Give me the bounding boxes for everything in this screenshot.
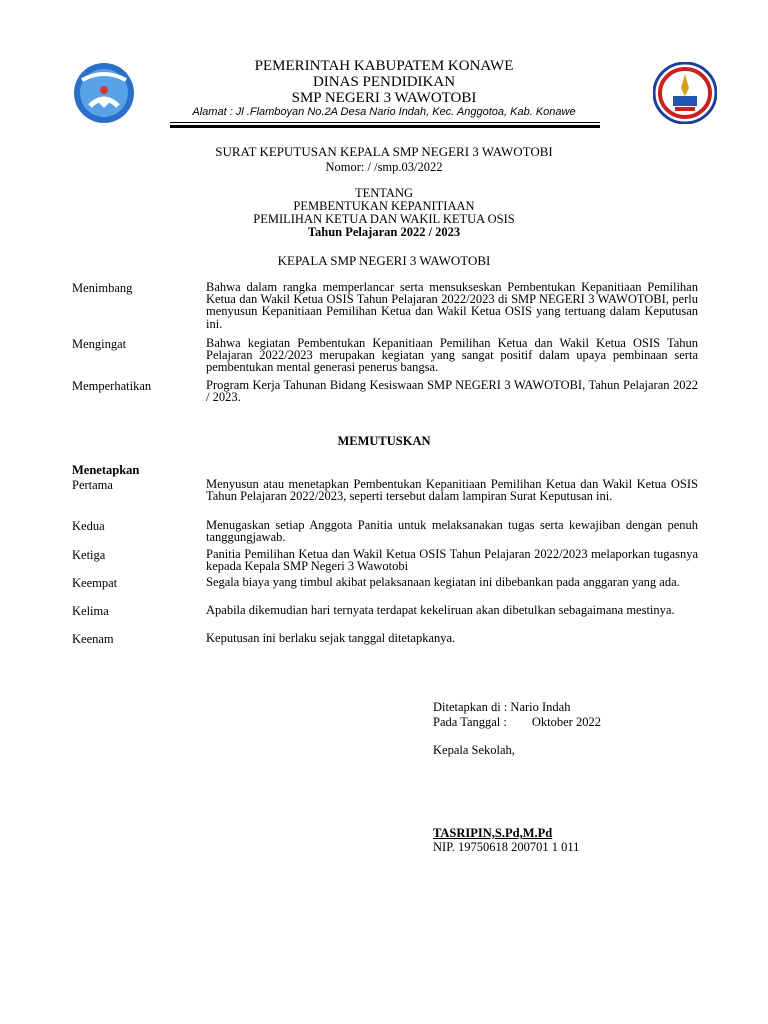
label-kelima: Kelima [72,604,109,618]
subject-line-1: PEMBENTUKAN KEPANITIAAN [293,199,475,213]
tentang-label: TENTANG [354,186,413,200]
signatory-name: TASRIPIN,S.Pd,M.Pd [433,826,553,840]
label-keenam: Keenam [72,632,114,646]
text-mengingat: Bahwa kegiatan Pembentukan Kepanitiaan Pemilihan Ketua dan Wakil Ketua OSIS Tahun Pelajaran 2022/2023 merupakan kegiatan yang sangat positif dalam upaya pembinaan serta pembentukan mental generasi penerus bangsa. [206,336,698,375]
label-menimbang: Menimbang [72,281,133,295]
label-pertama: Pertama [72,478,113,492]
signatory-nip: NIP. 19750618 200701 1 011 [433,840,580,854]
text-keenam: Keputusan ini berlaku sejak tanggal ditetapkanya. [206,631,456,645]
letterhead-school: SMP NEGERI 3 WAWOTOBI [291,90,477,106]
text-kedua: Menugaskan setiap Anggota Panitia untuk melaksanakan tugas serta kewajiban dengan penuh tanggungjawab. [206,518,698,545]
text-memperhatikan: Program Kerja Tahunan Bidang Kesiswaan SMP NEGERI 3 WAWOTOBI, Tahun Pelajaran 2022 / 2023. [206,378,698,405]
label-mengingat: Mengingat [72,337,127,351]
label-kedua: Kedua [72,519,105,533]
subject-line-2: PEMILIHAN KETUA DAN WAKIL KETUA OSIS [253,212,515,226]
memutuskan-heading: MEMUTUSKAN [337,434,431,448]
letterhead-department: DINAS PENDIDIKAN [312,74,456,90]
text-keempat: Segala biaya yang timbul akibat pelaksanaan kegiatan ini dibebankan pada anggaran yang ada. [206,575,680,589]
text-kelima: Apabila dikemudian hari ternyata terdapat kekeliruan akan dibetulkan sebagaimana mestinya. [206,603,675,617]
label-memperhatikan: Memperhatikan [72,379,152,393]
letterhead-address: Alamat : Jl .Flamboyan No.2A Desa Nario Indah, Kec. Anggotoa, Kab. Konawe [192,106,576,118]
signature-place: Ditetapkan di : Nario Indah [433,700,571,714]
signature-role: Kepala Sekolah, [433,743,515,757]
text-menimbang: Bahwa dalam rangka memperlancar serta mensukseskan Pembentukan Kepanitiaan Pemilihan Ketua dan Wakil Ketua OSIS Tahun Pelajaran 2022/2023 di SMP NEGERI 3 WAWOTOBI, perlu menyusun Kepanitiaan Pemilihan Ketua dan Wakil Ketua OSIS yang tertuang dalam Keputusan ini. [206,280,698,331]
header-rule-thin [170,122,600,123]
signature-date: Pada Tanggal : Oktober 2022 [433,715,601,729]
text-ketiga: Panitia Pemilihan Ketua dan Wakil Ketua OSIS Tahun Pelajaran 2022/2023 melaporkan tugasnya kepada Kepala SMP Negeri 3 Wawotobi [206,547,698,574]
menetapkan-label: Menetapkan [72,463,140,477]
academic-year: Tahun Pelajaran 2022 / 2023 [307,225,461,239]
letterhead-government: PEMERINTAH KABUPATEM KONAWE [254,58,514,74]
issuer-title: KEPALA SMP NEGERI 3 WAWOTOBI [277,253,491,268]
decree-heading: SURAT KEPUTUSAN KEPALA SMP NEGERI 3 WAWOTOBI [215,144,553,159]
label-keempat: Keempat [72,576,118,590]
text-pertama: Menyusun atau menetapkan Pembentukan Kepanitiaan Pemilihan Ketua dan Wakil Ketua OSIS Tahun Pelajaran 2022/2023, seperti tersebut dalam lampiran Surat Keputusan ini. [206,477,698,504]
decree-number: Nomor: / /smp.03/2022 [325,160,443,174]
header-rule-thick [170,125,600,128]
label-ketiga: Ketiga [72,548,106,562]
